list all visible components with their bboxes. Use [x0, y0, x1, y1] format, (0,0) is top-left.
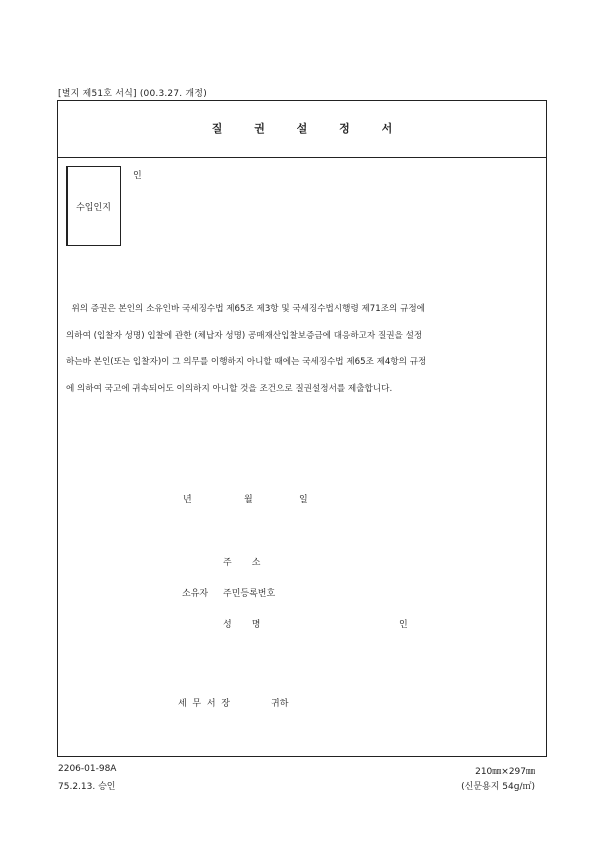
date-month-label: 월 — [244, 495, 253, 505]
statement-line: 의하여 (입찰자 성명) 입찰에 관한 (체납자 성명) 공매재산입찰보증금에 대응하고자 질권을 설정 — [66, 330, 423, 341]
form-number-note: [별지 제51호 서식] (00.3.27. 개정) — [58, 89, 207, 99]
revenue-stamp-label: 수입인지 — [76, 203, 111, 213]
date-year-label: 년 — [183, 495, 192, 505]
footer-form-number: 2206-01-98A — [58, 764, 117, 774]
owner-label: 소유자 — [182, 589, 209, 599]
seal-mark-bottom: 인 — [399, 620, 408, 630]
address-label: 주 소 — [223, 558, 261, 568]
statement-line: 위의 증권은 본인의 소유인바 국세징수법 제65조 제3항 및 국세징수법시행령 제71조의 규정에 — [66, 304, 425, 314]
pledge-statement — [66, 296, 540, 402]
statement-line: 에 의하여 국고에 귀속되어도 이의하지 아니할 것을 조건으로 질권설정서를 제출합니다. — [66, 383, 393, 394]
seal-mark-top: 인 — [133, 171, 142, 181]
statement-line: 하는바 본인(또는 입찰자)이 그 의무를 이행하지 아니할 때에는 국세징수법 제65조 제4항의 규정 — [66, 357, 427, 367]
footer-paper-type: (신문용지 54g/㎡) — [461, 782, 535, 792]
footer-approval: 75.2.13. 승인 — [58, 782, 116, 792]
date-day-label: 일 — [299, 495, 308, 505]
document-title: 질 권 설 정 서 — [211, 122, 407, 135]
tax-office-head: 세 무 서 장 — [178, 699, 230, 709]
title-row — [57, 100, 547, 158]
form-frame — [57, 100, 547, 757]
honorific: 귀하 — [271, 699, 289, 709]
footer-paper-size: 210㎜×297㎜ — [475, 767, 535, 777]
name-label: 성 명 — [223, 620, 261, 630]
resident-id-label: 주민등록번호 — [223, 589, 276, 599]
